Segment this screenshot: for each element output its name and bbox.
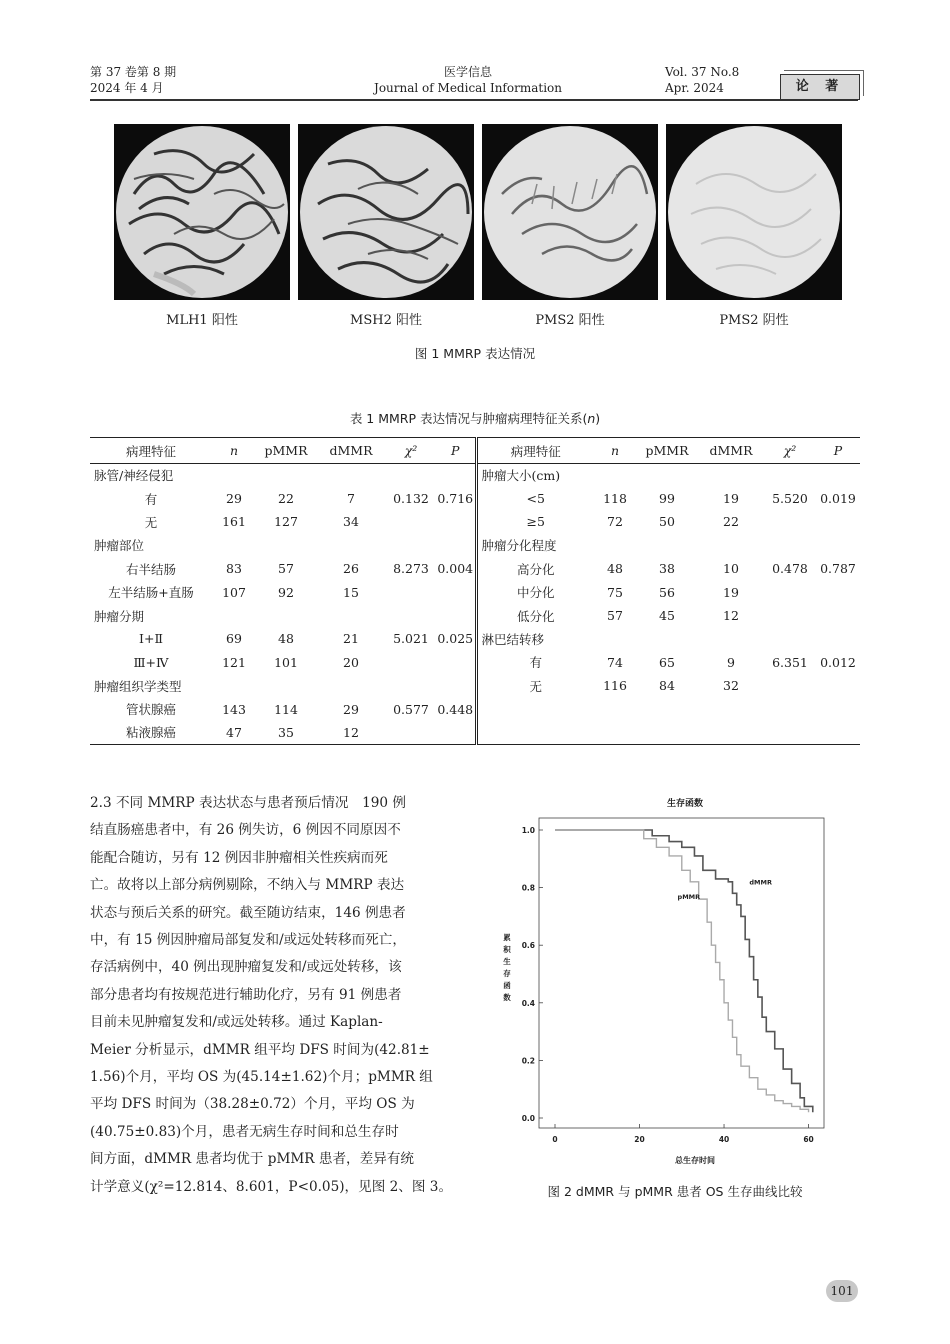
table-row	[90, 557, 860, 580]
table-cell: 9	[727, 654, 735, 670]
issue-info	[90, 64, 176, 96]
body-line: 计学意义(χ²=12.814、8.601，P<0.05)，见图 2、图 3。	[90, 1178, 453, 1195]
table-cell: 50	[659, 514, 675, 530]
table-cell: 8.273	[393, 561, 429, 577]
page-number: 101	[826, 1280, 858, 1302]
table-row	[90, 487, 860, 510]
y-tick-label: 0.6	[521, 941, 535, 951]
micrograph-label: PMS2 阳性	[535, 313, 605, 328]
micrograph-label: PMS2 阴性	[719, 313, 789, 328]
col-chi2: χ²	[386, 438, 436, 464]
body-line: 中，有 15 例因肿瘤局部复发和/或远处转移而死亡，	[90, 932, 406, 949]
table-cell	[816, 627, 860, 650]
table-cell	[764, 721, 816, 744]
table-cell: 32	[723, 678, 739, 694]
y-axis-label-char: 函	[503, 981, 511, 990]
table-cell: 0.478	[772, 561, 808, 577]
table-cell	[256, 674, 316, 697]
table-cell: 0.012	[820, 654, 856, 670]
table-cell-feature: 脉管/神经侵犯	[94, 468, 174, 484]
table-cell-feature: Ⅲ+Ⅳ	[133, 654, 169, 670]
table-cell	[212, 674, 256, 697]
table-cell	[436, 721, 476, 744]
body-paragraph	[90, 790, 462, 1201]
table-cell	[594, 464, 636, 487]
table-cell: 35	[278, 724, 294, 740]
table-cell: 0.448	[437, 701, 474, 717]
table-cell: 101	[274, 654, 298, 670]
table-cell: 107	[222, 584, 246, 600]
table-cell	[436, 534, 476, 557]
table-cell	[636, 697, 698, 720]
table-cell	[764, 534, 816, 557]
table-cell: 69	[226, 631, 242, 647]
table-cell	[594, 721, 636, 744]
table-cell: 114	[274, 701, 298, 717]
body-line: 平均 DFS 时间为（38.28±0.72）个月，平均 OS 为	[90, 1096, 415, 1113]
table-cell	[764, 627, 816, 650]
micrograph-msh2	[298, 124, 474, 300]
table-cell	[698, 721, 764, 744]
table-cell: 0.132	[393, 491, 429, 507]
table-cell-feature: 中分化	[476, 580, 594, 603]
col-feature-right: 病理特征	[476, 438, 594, 464]
table-cell: 22	[278, 491, 294, 507]
table-cell: 21	[343, 631, 359, 647]
y-axis-label-char: 累	[503, 933, 511, 942]
series-label-dmmr: dMMR	[749, 878, 772, 887]
table-cell	[764, 580, 816, 603]
table-cell	[212, 604, 256, 627]
table-cell	[698, 697, 764, 720]
table-cell: 48	[607, 561, 623, 577]
table-cell	[436, 651, 476, 674]
table-cell: 116	[603, 678, 627, 694]
table-cell	[636, 721, 698, 744]
table-cell: 121	[222, 654, 246, 670]
col-n: n	[212, 438, 256, 464]
table-cell: 19	[723, 491, 739, 507]
x-axis-label: 总生存时间	[675, 1156, 715, 1165]
table-cell: 143	[222, 701, 246, 717]
col-p-right: P	[816, 438, 860, 464]
table-cell	[386, 721, 436, 744]
running-header	[90, 64, 858, 104]
table-row	[90, 674, 860, 697]
table-cell	[816, 580, 860, 603]
table-row	[90, 651, 860, 674]
table-cell	[764, 464, 816, 487]
body-line: (40.75±0.83)个月，患者无病生存时间和总生存时	[90, 1123, 399, 1140]
table-cell	[436, 464, 476, 487]
y-tick-label: 0.0	[521, 1114, 535, 1123]
table-cell-feature: 无	[144, 514, 158, 530]
table-cell-feature: 淋巴结转移	[476, 627, 594, 650]
table-cell: 0.577	[393, 701, 429, 717]
table-cell	[636, 627, 698, 650]
table-cell-feature: 管状腺癌	[125, 702, 176, 718]
x-tick-label: 0	[552, 1135, 558, 1144]
table-cell	[816, 510, 860, 533]
y-axis-label-char: 存	[503, 969, 511, 978]
article-type-tag: 论 著	[780, 74, 860, 100]
micrograph-pms2-positive	[482, 124, 658, 300]
table-cell-feature: 左半结肠+直肠	[108, 585, 194, 601]
caption-italic: n	[587, 411, 596, 426]
table-cell-feature: 有	[476, 651, 594, 674]
table-cell: 75	[607, 584, 623, 600]
table-cell-feature: 肿瘤分化程度	[476, 534, 594, 557]
table-cell: 84	[659, 678, 675, 694]
body-line: 结直肠癌患者中，有 26 例失访，6 例因不同原因不	[90, 822, 401, 839]
table-cell: 65	[659, 654, 675, 670]
table-cell: 0.025	[437, 631, 474, 647]
table-cell: 92	[278, 584, 294, 600]
table1-caption	[0, 409, 950, 427]
table-cell: 29	[226, 491, 242, 507]
header-rule	[90, 99, 858, 101]
table-cell	[256, 604, 316, 627]
table-cell	[436, 510, 476, 533]
table-cell: 15	[343, 584, 359, 600]
table-cell	[764, 604, 816, 627]
table-cell	[386, 464, 436, 487]
table-cell: 45	[659, 608, 675, 624]
journal-name-cn: 医学信息	[443, 65, 492, 79]
table-cell	[436, 604, 476, 627]
figure1-caption: 图 1 MMRP 表达情况	[414, 346, 536, 361]
table-cell: 99	[659, 491, 675, 507]
table-cell: 118	[603, 491, 627, 507]
col-n-right: n	[594, 438, 636, 464]
date-en: Apr. 2024	[665, 81, 724, 95]
table-cell	[256, 464, 316, 487]
issue-volume: 第 37 卷第 8 期	[90, 65, 177, 79]
volume-en: Vol. 37 No.8	[665, 65, 740, 79]
journal-name-en: Journal of Medical Information	[374, 81, 562, 95]
table1	[90, 437, 860, 745]
table-cell: 83	[226, 561, 242, 577]
table-cell: 74	[607, 654, 623, 670]
table-row	[90, 510, 860, 533]
col-dmmr: dMMR	[316, 438, 386, 464]
micrograph-pms2-negative	[666, 124, 842, 300]
table-cell	[636, 464, 698, 487]
table-cell: 5.021	[393, 631, 429, 647]
table-row	[90, 464, 860, 487]
table-cell-feature: Ⅰ+Ⅱ	[139, 631, 163, 647]
table-cell: 0.019	[820, 491, 856, 507]
table-cell	[594, 534, 636, 557]
x-tick-label: 60	[803, 1135, 814, 1144]
y-axis-label-char: 生	[503, 957, 511, 966]
body-line: 部分患者均有按规范进行辅助化疗，另有 91 例患者	[90, 986, 402, 1003]
table-cell: 5.520	[772, 491, 808, 507]
table-cell-feature: 低分化	[476, 604, 594, 627]
table-cell-feature: 无	[476, 674, 594, 697]
table-cell: 26	[343, 561, 359, 577]
table-row	[90, 721, 860, 744]
body-line: Meier 分析显示，dMMR 组平均 DFS 时间为(42.81±	[90, 1041, 430, 1058]
table-row	[90, 534, 860, 557]
table-cell: 20	[343, 654, 359, 670]
body-line: 亡。故将以上部分病例剔除，不纳入与 MMRP 表达	[90, 877, 405, 894]
table-row	[90, 580, 860, 603]
table-cell	[386, 651, 436, 674]
table-cell-feature: 有	[144, 491, 158, 507]
table-cell	[436, 674, 476, 697]
table-cell	[386, 580, 436, 603]
table-cell: 0.716	[437, 491, 474, 507]
table-cell	[212, 534, 256, 557]
col-feature: 病理特征	[90, 438, 212, 464]
chart-title: 生存函数	[666, 799, 704, 809]
col-p: P	[436, 438, 476, 464]
table-cell	[636, 534, 698, 557]
table-cell-feature: 肿瘤大小(cm)	[476, 464, 594, 487]
caption-prefix: 表 1 MMRP 表达情况与肿瘤病理特征关系(	[349, 411, 588, 426]
table-cell	[816, 674, 860, 697]
table-cell: 127	[274, 514, 298, 530]
table-cell: 57	[278, 561, 294, 577]
table-cell-feature: 高分化	[476, 557, 594, 580]
micrograph-mlh1	[114, 124, 290, 300]
table-cell	[316, 534, 386, 557]
table-cell-feature	[476, 721, 594, 744]
body-line: 目前未见肿瘤复发和/或远处转移。通过 Kaplan-	[90, 1014, 383, 1031]
issue-info-en	[665, 64, 745, 96]
table-cell: 10	[723, 561, 739, 577]
table-cell	[698, 534, 764, 557]
survival-chart	[497, 790, 827, 1170]
table-cell: 12	[343, 724, 359, 740]
table-cell	[816, 464, 860, 487]
table-cell: 38	[659, 561, 675, 577]
table-cell	[816, 721, 860, 744]
journal-name	[348, 64, 588, 96]
table-cell: 29	[343, 701, 359, 717]
table-cell	[386, 604, 436, 627]
y-tick-label: 1.0	[521, 826, 535, 835]
table-cell	[594, 697, 636, 720]
table-cell: 19	[723, 584, 739, 600]
table-cell	[764, 674, 816, 697]
y-tick-label: 0.8	[521, 883, 535, 893]
table-cell-feature: ≥5	[476, 510, 594, 533]
table-cell: 0.004	[437, 561, 474, 577]
y-axis-label-char: 数	[503, 993, 511, 1002]
y-tick-label: 0.4	[521, 998, 535, 1008]
table-cell	[316, 464, 386, 487]
table-row	[90, 627, 860, 650]
body-line: 存活病例中，40 例出现肿瘤复发和/或远处转移，该	[90, 959, 402, 976]
x-tick-label: 40	[718, 1135, 730, 1144]
table-cell	[436, 580, 476, 603]
table-header-row	[90, 438, 860, 464]
table-row	[90, 604, 860, 627]
table-cell	[698, 464, 764, 487]
table-cell	[256, 534, 316, 557]
y-axis-label-char: 积	[503, 945, 511, 954]
table-cell-feature	[476, 697, 594, 720]
col-pmmr: pMMR	[256, 438, 316, 464]
table-cell: 34	[343, 514, 359, 530]
table-cell	[764, 697, 816, 720]
x-tick-label: 20	[634, 1135, 645, 1144]
issue-date: 2024 年 4 月	[90, 81, 164, 95]
table-cell: 48	[278, 631, 294, 647]
table-cell	[386, 534, 436, 557]
table-cell: 22	[723, 514, 739, 530]
table-cell: 47	[226, 724, 242, 740]
table-cell	[764, 510, 816, 533]
table-cell: 6.351	[772, 654, 808, 670]
body-line: 1.56)个月，平均 OS 为(45.14±1.62)个月；pMMR 组	[90, 1069, 433, 1086]
body-line: 状态与预后关系的研究。截至随访结束，146 例患者	[90, 904, 406, 921]
table-cell-feature: 肿瘤部位	[94, 538, 145, 554]
table-cell	[816, 534, 860, 557]
body-line: 2.3 不同 MMRP 表达状态与患者预后情况 190 例	[90, 795, 406, 811]
y-tick-label: 0.2	[521, 1056, 535, 1066]
col-dmmr-right: dMMR	[698, 438, 764, 464]
table-cell-feature: 右半结肠	[125, 561, 176, 577]
table-cell: 56	[659, 584, 675, 600]
table-cell: 0.787	[820, 561, 856, 577]
table-cell-feature: 粘液腺癌	[125, 725, 176, 741]
body-line: 间方面，dMMR 患者均优于 pMMR 患者，差异有统	[90, 1151, 415, 1168]
table-row	[90, 697, 860, 720]
table-cell: 57	[607, 608, 623, 624]
table-cell-feature: 肿瘤组织学类型	[94, 678, 182, 694]
col-chi2-right: χ²	[764, 438, 816, 464]
table-cell	[386, 510, 436, 533]
table-cell	[386, 674, 436, 697]
table-cell: 72	[607, 514, 623, 530]
table-cell	[594, 627, 636, 650]
col-pmmr-right: pMMR	[636, 438, 698, 464]
table-cell: 161	[222, 514, 246, 530]
table-cell	[316, 674, 386, 697]
table-cell	[316, 604, 386, 627]
figure2-caption: 图 2 dMMR 与 pMMR 患者 OS 生存曲线比较	[547, 1184, 803, 1199]
table-cell-feature: 肿瘤分期	[94, 608, 145, 624]
micrograph-label: MLH1 阳性	[166, 313, 238, 328]
table-cell	[816, 604, 860, 627]
table-cell-feature: <5	[476, 487, 594, 510]
caption-suffix: )	[595, 411, 601, 426]
micrograph-label: MSH2 阳性	[350, 313, 422, 328]
series-label-pmmr: pMMR	[677, 893, 701, 902]
table-cell	[212, 464, 256, 487]
body-line: 能配合随访，另有 12 例因非肿瘤相关性疾病而死	[90, 849, 388, 866]
table-cell	[698, 627, 764, 650]
table-cell: 12	[723, 608, 739, 624]
table-cell	[816, 697, 860, 720]
table-cell: 7	[347, 491, 355, 507]
